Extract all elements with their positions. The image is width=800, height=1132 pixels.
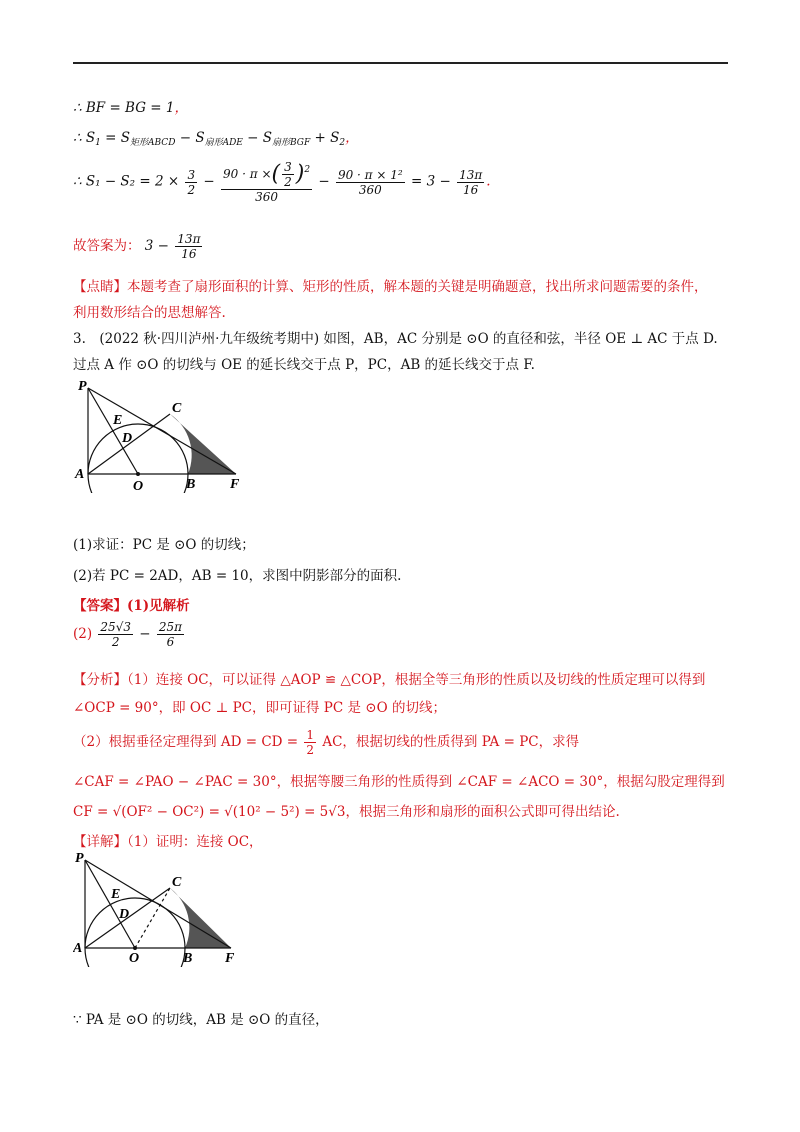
detail-line-last: ∵ PA 是 ⊙O 的切线，AB 是 ⊙O 的直径，: [73, 1012, 329, 1028]
dianjing-line2: 利用数形结合的思想解答.: [73, 305, 226, 321]
step-bf-bg: ∴ BF = BG = 1，: [73, 100, 189, 116]
analysis-line3: [73, 728, 579, 757]
step-s1-minus-s2: ∴ S₁ − S₂ = 2 × $\frac{3}{2}$ − 90 · π ×( $\frac{3}{2}$ )$^2$ 360 − $\frac{\text{90 · π × 1²}}{360}$ = 3 − $\frac{13\pi}{16}$ .: [73, 160, 491, 204]
center-point: [136, 472, 140, 476]
label-c: C: [172, 401, 182, 416]
text: = 3 −: [411, 173, 451, 190]
label-o: O: [133, 479, 144, 493]
line-pf: [88, 388, 236, 474]
label-e: E: [113, 413, 123, 428]
fraction: $\frac{25\pi}{6}$: [158, 620, 183, 649]
sub-question-2: (2)若 PC = 2AD，AB = 10，求图中阴影部分的面积.: [73, 568, 402, 584]
analysis-line1: 【分析】（1）连接 OC，可以证得 △AOP ≌ △COP，根据全等三角形的性质以及切线的性质定理可以得到: [73, 672, 706, 688]
label-b: B: [186, 477, 196, 492]
analysis-line4: ∠CAF = ∠PAO − ∠PAC = 30°，根据等腰三角形的性质得到 ∠CAF = ∠ACO = 30°，根据勾股定理得到: [73, 774, 725, 790]
fraction: $\frac{13\pi}{16}$: [177, 232, 201, 261]
text: 2: [339, 138, 346, 148]
label-p: P: [78, 379, 87, 394]
text: AC，根据切线的性质得到 PA = PC，求得: [322, 734, 580, 750]
fraction: $\frac{\text{90 · π × 1²}}{360}$: [337, 167, 403, 197]
analysis-line5: CF = √(OF² − OC²) = √(10² − 5²) = 5√3，根据三角形和扇形的面积公式即可得出结论.: [73, 804, 620, 820]
label-f: F: [230, 477, 240, 492]
label-d: D: [122, 431, 133, 446]
text: 3 −: [144, 238, 169, 254]
label-p: P: [75, 852, 84, 866]
analysis-line2: ∠OCP = 90°，即 OC ⊥ PC，即可证得 PC 是 ⊙O 的切线；: [73, 700, 446, 716]
text: ∴ BF = BG = 1: [73, 100, 175, 116]
text: （2）根据垂径定理得到 AD = CD =: [73, 734, 299, 750]
step-s1-expression: ∴ $S_1 = S_{矩形ABCD} - S_{扇形ADE} - S_{扇形BGF} + S_2$，: [73, 130, 359, 148]
fraction: $\frac{1}{2}$: [306, 728, 315, 757]
geometry-figure-1: [73, 378, 248, 493]
dianjing-line1: 【点睛】本题考查了扇形面积的计算、矩形的性质，解本题的关键是明确题意，找出所求问题需要的条件，: [73, 279, 708, 295]
fraction: 90 · π ×( $\frac{3}{2}$ )$^2$ 360: [223, 160, 311, 204]
line-pf: [85, 860, 231, 948]
label-o: O: [129, 951, 140, 966]
header-rule: [73, 62, 728, 64]
text: 扇形ADE: [204, 138, 243, 148]
fraction: $\frac{3}{2}$: [187, 167, 196, 197]
text: ∴ S₁ − S₂ = 2 ×: [73, 173, 180, 190]
question-3-line1: 3. (2022 秋·四川泸州·九年级统考期中) 如图，AB，AC 分别是 ⊙O 的直径和弦，半径 OE ⊥ AC 于点 D.: [73, 331, 718, 347]
line-oc-dashed: [135, 888, 170, 948]
shaded-region: [170, 888, 231, 948]
answer-label: 故答案为：: [73, 238, 141, 254]
label-c: C: [172, 875, 182, 890]
answer-line: [73, 232, 204, 261]
fraction: $\frac{25√3}{2}$: [100, 620, 131, 649]
text: 矩形ABCD: [130, 138, 176, 148]
question-3-line2: 过点 A 作 ⊙O 的切线与 OE 的延长线交于点 P，PC，AB 的延长线交于点 F.: [73, 357, 535, 373]
geometry-figure-2: [73, 852, 248, 967]
text: (2): [73, 626, 93, 642]
text: 1: [95, 138, 101, 148]
detail-line1: 【详解】（1）证明：连接 OC，: [73, 834, 263, 850]
text: + S: [310, 130, 340, 146]
text: 扇形BGF: [272, 138, 311, 148]
label-b: B: [183, 951, 193, 966]
text: = S: [100, 130, 131, 146]
label-a: A: [75, 467, 85, 482]
fraction: $\frac{13\pi}{16}$: [459, 167, 483, 197]
label-a: A: [73, 941, 83, 956]
line-po: [85, 860, 135, 948]
answer-header: 【答案】(1)见解析: [73, 598, 190, 614]
label-f: F: [225, 951, 235, 966]
shaded-region: [170, 414, 236, 474]
answer-2: [73, 620, 186, 649]
label-d: D: [119, 907, 130, 922]
label-e: E: [111, 887, 121, 902]
center-point: [133, 946, 137, 950]
text: − S: [242, 130, 273, 146]
sub-question-1: (1)求证：PC 是 ⊙O 的切线；: [73, 537, 255, 553]
text: − S: [175, 130, 205, 146]
text: ∴ S: [73, 130, 96, 146]
text: −: [139, 626, 151, 642]
